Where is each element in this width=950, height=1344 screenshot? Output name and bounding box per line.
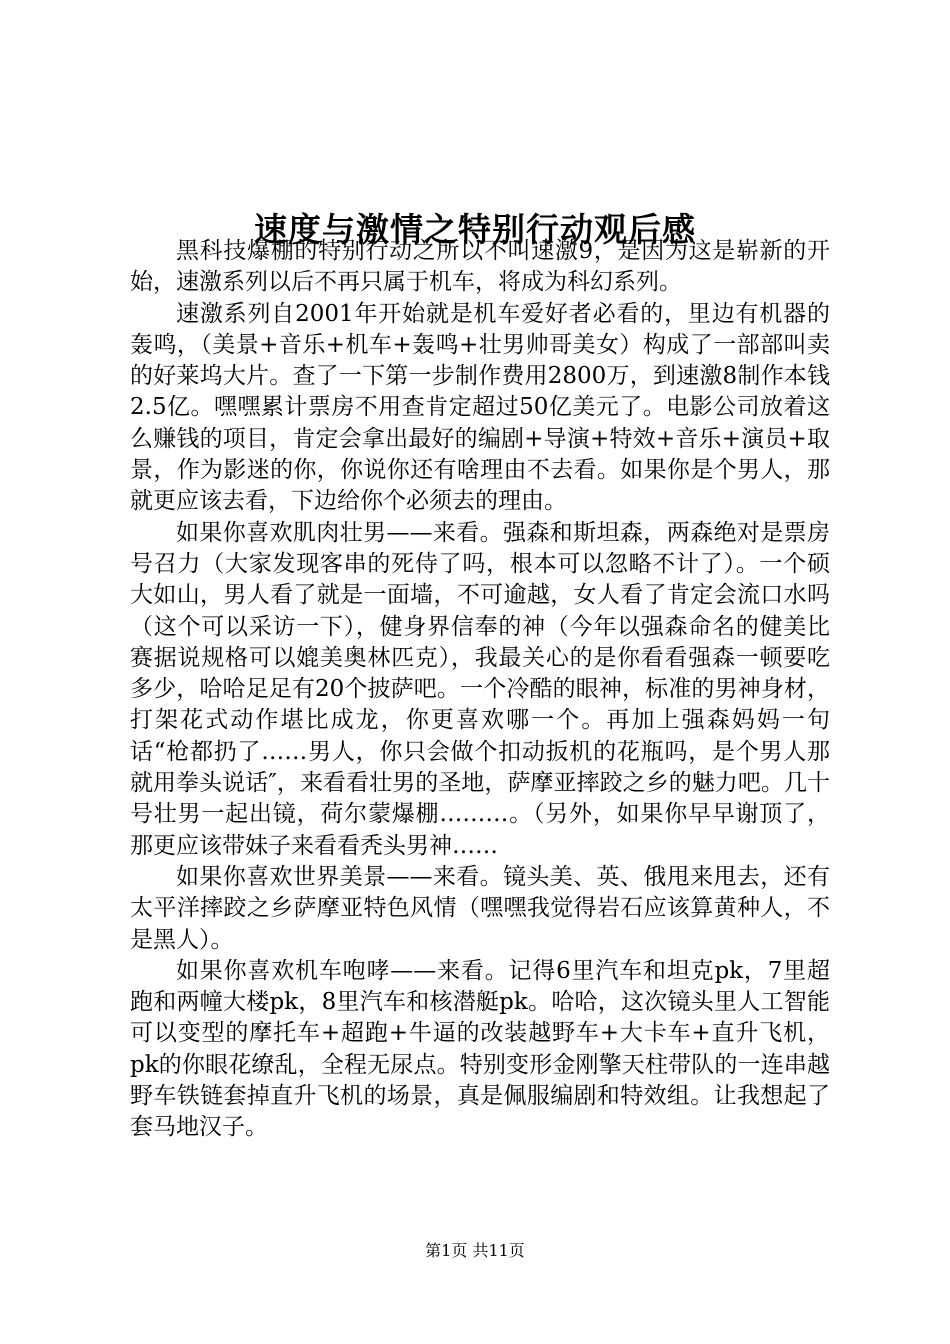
paragraph: 如果你喜欢世界美景——来看。镜头美、英、俄甩来甩去，还有太平洋摔跤之乡萨摩亚特色风情（嘿嘿我觉得岩石应该算黄种人，不是黑人）。 — [130, 863, 830, 953]
paragraph: 速激系列自2001年开始就是机车爱好者必看的，里边有机器的轰鸣，（美景+音乐+机车+轰鸣+壮男帅哥美女）构成了一部部叫卖的好莱坞大片。查了一下第一步制作费用2800万，到速激8制作本钱2.5亿。嘿嘿累计票房不用查肯定超过50亿美元了。电影公司放着这么赚钱的项目，肯定会拿出最好的编剧+导演+特效+音乐+演员+取景，作为影迷的你，你说你还有啥理由不去看。如果你是个男人，那就更应该去看，下边给你个必须去的理由。 — [130, 300, 830, 515]
paragraph: 黑科技爆棚的特别行动之所以不叫速激9，是因为这是崭新的开始，速激系列以后不再只属于机车，将成为科幻系列。 — [130, 238, 830, 296]
page-title: 速度与激情之特别行动观后感 — [254, 210, 696, 250]
page-footer: 第1页 共11页 — [425, 1241, 525, 1260]
paragraph: 如果你喜欢机车咆哮——来看。记得6里汽车和坦克pk，7里超跑和两幢大楼pk，8里汽车和核潜艇pk。哈哈，这次镜头里人工智能可以变型的摩托车+超跑+牛逼的改装越野车+大卡车+直升飞机，pk的你眼花缭乱，全程无尿点。特别变形金刚擎天柱带队的一连串越野车铁链套掉直升飞机的场景，真是佩服编剧和特效组。让我想起了套马地汉子。 — [130, 957, 830, 1141]
article-body — [130, 236, 830, 1144]
paragraph: 如果你喜欢肌肉壮男——来看。强森和斯坦森，两森绝对是票房号召力（大家发现客串的死侍了吗，根本可以忽略不计了）。一个硕大如山，男人看了就是一面墙，不可逾越，女人看了肯定会流口水吗（这个可以采访一下），健身界信奉的神（今年以强森命名的健美比赛据说规格可以媲美奥林匹克），我最关心的是你看看强森一顿要吃多少，哈哈足足有20个披萨吧。一个冷酷的眼神，标准的男神身材，打架花式动作堪比成龙，你更喜欢哪一个。再加上强森妈妈一句话“枪都扔了……男人，你只会做个扣动扳机的花瓶吗，是个男人那就用拳头说话″，来看看壮男的圣地，萨摩亚摔跤之乡的魅力吧。几十号壮男一起出镜，荷尔蒙爆棚………。（另外，如果你早早谢顶了，那更应该带妹子来看看秃头男神…… — [130, 519, 830, 859]
